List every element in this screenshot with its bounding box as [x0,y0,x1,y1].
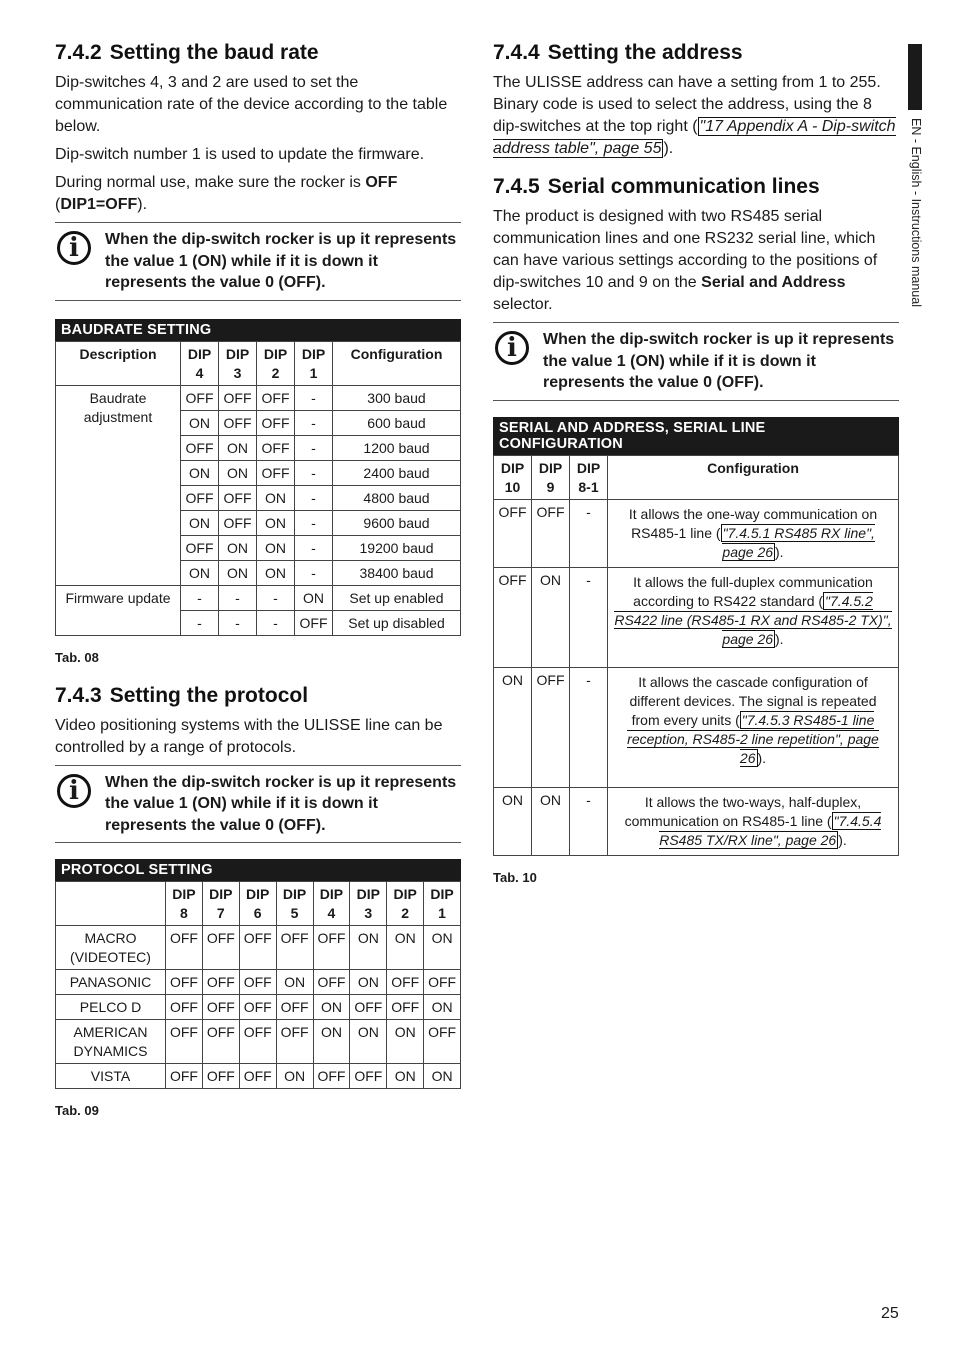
table-cell: OFF [350,1064,387,1089]
table-cell: ON [494,667,532,787]
table-cell: OFF [181,535,219,560]
section-number: 7.4.2 [55,41,102,64]
note-text: When the dip-switch rocker is up it represents the value 1 (ON) while if it is down it represents the value 0 (OFF). [105,231,457,291]
column-header: DIP 4 [313,882,350,926]
table-cell: - [570,499,608,567]
table-cell: 9600 baud [333,510,461,535]
configuration-cell: It allows the one-way communication on RS485-1 line ( "7.4.5.1 RS485 RX line", page 26 ). [608,499,899,567]
table-cell: OFF [494,499,532,567]
table-cell: ON [257,535,295,560]
section-title: Serial communication lines [547,175,820,198]
table-cell: - [570,667,608,787]
row-group-label: Firmware update [56,585,181,635]
serial-table-block [493,417,899,885]
row-group-label: Baudrate adjustment [56,385,181,585]
table-cell: - [295,485,333,510]
table-cell: ON [313,1020,350,1064]
table-cell: OFF [219,385,257,410]
table-cell: - [295,560,333,585]
table-cell: - [570,567,608,667]
table-cell: OFF [181,435,219,460]
paragraph: The product is designed with two RS485 serial communication lines and one RS232 serial line, which can have various settings according to the positions of dip-switches 10 and 9 on the Serial and Address selector. [493,208,878,313]
table-row [494,787,899,855]
table-cell: OFF [532,667,570,787]
column-header: DIP 3 [350,882,387,926]
protocol-name: MACRO (VIDEOTEC) [56,926,166,970]
column-header: DIP 3 [219,341,257,385]
paragraph: Dip-switches 4, 3 and 2 are used to set the communication rate of the device according to the table below. [55,74,448,135]
table-cell: OFF [239,1020,276,1064]
table-cell: 38400 baud [333,560,461,585]
table-title: SERIAL AND ADDRESS, SERIAL LINE CONFIGURATION [493,417,899,455]
table-cell: - [295,510,333,535]
table-cell: OFF [387,995,424,1020]
table-cell: ON [350,970,387,995]
table-cell: OFF [166,1020,203,1064]
table-header-row [56,882,461,926]
table-cell: - [570,787,608,855]
table-cell: OFF [239,1064,276,1089]
note-text: When the dip-switch rocker is up it represents the value 1 (ON) while if it is down it represents the value 0 (OFF). [543,331,895,391]
table-cell: ON [532,787,570,855]
protocol-name: VISTA [56,1064,166,1089]
table-row [56,1020,461,1064]
cross-reference-link[interactable]: "7.4.5.4 RS485 TX/RX line", page 26 [659,812,882,848]
table-cell: OFF [166,1064,203,1089]
right-column [493,40,899,885]
table-cell: Set up enabled [333,585,461,610]
table-cell: ON [257,485,295,510]
side-tab-bar [908,44,922,110]
table-cell: OFF [219,510,257,535]
table-caption: Tab. 10 [493,869,537,885]
table-cell: 19200 baud [333,535,461,560]
table-row [56,995,461,1020]
column-header: DIP 8 [166,882,203,926]
table-row [494,567,899,667]
table-cell: OFF [181,485,219,510]
table-cell: OFF [424,970,461,995]
column-header: DIP 5 [276,882,313,926]
table-cell: ON [219,435,257,460]
configuration-cell: It allows the full-duplex communication according to RS422 standard ( "7.4.5.2 RS422 line (RS485-1 RX and RS485-2 TX)", page 26 ). [608,567,899,667]
cross-reference-link[interactable]: "7.4.5.3 RS485-1 line reception, RS485-2 line repetition", page 26 [627,711,879,766]
side-tab-label: EN - English - Instructions manual [909,118,923,307]
table-cell: OFF [257,410,295,435]
table-cell: ON [424,1064,461,1089]
table-cell: OFF [166,995,203,1020]
heading-protocol [55,683,461,709]
note-text: When the dip-switch rocker is up it represents the value 1 (ON) while if it is down it represents the value 0 (OFF). [105,773,457,834]
section-title: Setting the address [547,41,743,64]
table-row [494,499,899,567]
table-cell: ON [387,926,424,970]
protocol-name: PANASONIC [56,970,166,995]
table-cell: 4800 baud [333,485,461,510]
table-cell: OFF [181,385,219,410]
table-cell: OFF [219,410,257,435]
table-cell: OFF [202,926,239,970]
section-title: Setting the protocol [109,683,309,707]
table-cell: OFF [387,970,424,995]
protocol-table-body [56,926,461,1089]
table-row [494,667,899,787]
table-cell: ON [387,1064,424,1089]
table-header-row [494,455,899,499]
table-cell: OFF [202,995,239,1020]
table-cell: ON [350,926,387,970]
table-cell: OFF [350,995,387,1020]
table-cell: 300 baud [333,385,461,410]
table-cell: ON [219,560,257,585]
table-cell: ON [313,995,350,1020]
table-cell: OFF [313,970,350,995]
table-cell: ON [181,410,219,435]
table-title: PROTOCOL SETTING [55,859,461,881]
table-cell: OFF [313,1064,350,1089]
heading-serial-lines [493,174,899,200]
table-cell: - [257,585,295,610]
column-header: DIP 1 [295,341,333,385]
table-cell: - [219,610,257,635]
table-cell: ON [424,995,461,1020]
baudrate-table-block [55,319,461,665]
table-row [56,926,461,970]
table-cell: - [257,610,295,635]
column-header: Description [56,341,181,385]
table-cell: OFF [257,385,295,410]
table-cell: OFF [202,1064,239,1089]
table-cell: ON [219,460,257,485]
column-header: DIP 4 [181,341,219,385]
table-row [56,970,461,995]
cross-reference-link[interactable]: "17 Appendix A - Dip-switch address table", page 55 [493,118,896,157]
table-caption: Tab. 09 [55,1103,99,1118]
paragraph: Dip-switch number 1 is used to update the firmware. [55,146,425,163]
table-cell: OFF [166,970,203,995]
info-note [493,322,899,401]
table-cell: ON [276,1064,313,1089]
table-cell: ON [257,560,295,585]
table-cell: 600 baud [333,410,461,435]
table-cell: ON [350,1020,387,1064]
table-cell: ON [494,787,532,855]
table-cell: - [295,460,333,485]
info-icon: i [57,774,91,808]
column-header: DIP 1 [424,882,461,926]
table-cell: OFF [257,460,295,485]
table-cell: ON [276,970,313,995]
table-cell: OFF [239,926,276,970]
table-row [56,385,461,410]
column-header: DIP 6 [239,882,276,926]
table-cell: OFF [276,1020,313,1064]
table-cell: 2400 baud [333,460,461,485]
table-cell: OFF [313,926,350,970]
info-icon: i [57,231,91,265]
table-cell: OFF [166,926,203,970]
table-cell: OFF [202,970,239,995]
table-cell: ON [424,926,461,970]
table-cell: OFF [202,1020,239,1064]
table-cell: ON [181,560,219,585]
column-header: DIP 2 [387,882,424,926]
table-cell: ON [387,1020,424,1064]
table-cell: ON [532,567,570,667]
column-header: DIP 8-1 [570,455,608,499]
table-cell: ON [295,585,333,610]
heading-address [493,40,899,66]
column-header: DIP 9 [532,455,570,499]
serial-table-body [494,499,899,855]
column-header [56,882,166,926]
table-cell: OFF [239,995,276,1020]
info-note [55,765,461,844]
column-header: DIP 7 [202,882,239,926]
column-header: DIP 10 [494,455,532,499]
table-cell: Set up disabled [333,610,461,635]
table-title: BAUDRATE SETTING [55,319,461,341]
section-number: 7.4.4 [493,41,540,64]
table-cell: OFF [276,995,313,1020]
table-cell: - [295,410,333,435]
paragraph: During normal use, make sure the rocker is OFF (DIP1=OFF). [55,174,398,213]
column-header: Configuration [333,341,461,385]
info-icon: i [495,331,529,365]
column-header: Configuration [608,455,899,499]
table-cell: - [295,535,333,560]
table-cell: - [181,610,219,635]
cross-reference-link[interactable]: "7.4.5.2 RS422 line (RS485-1 RX and RS485-2 TX)", page 26 [614,592,892,647]
baudrate-table [55,341,461,636]
configuration-cell: It allows the two-ways, half-duplex, communication on RS485-1 line ( "7.4.5.4 RS485 TX/RX line", page 26 ). [608,787,899,855]
table-cell: OFF [276,926,313,970]
paragraph: Video positioning systems with the ULISSE line can be controlled by a range of protocols. [55,716,443,756]
protocol-name: AMERICAN DYNAMICS [56,1020,166,1064]
protocol-table-block [55,859,461,1118]
paragraph: The ULISSE address can have a setting from 1 to 255. Binary code is used to select the address, using the 8 dip-switches at the top right ( "17 Appendix A - Dip-switch address table", page 55 ). [493,74,896,157]
table-row [56,585,461,610]
table-cell: ON [257,510,295,535]
section-title: Setting the baud rate [109,41,319,64]
table-cell: ON [181,510,219,535]
page-number: 25 [881,1305,899,1322]
table-caption: Tab. 08 [55,649,99,665]
table-cell: - [295,385,333,410]
table-cell: - [295,435,333,460]
table-cell: 1200 baud [333,435,461,460]
protocol-name: PELCO D [56,995,166,1020]
table-cell: OFF [494,567,532,667]
serial-table [493,455,899,856]
left-column [55,40,461,1118]
table-cell: OFF [239,970,276,995]
info-note [55,222,461,301]
table-header-row [56,341,461,385]
cross-reference-link[interactable]: "7.4.5.1 RS485 RX line", page 26 [722,524,875,560]
table-cell: - [219,585,257,610]
table-cell: OFF [424,1020,461,1064]
table-cell: - [181,585,219,610]
column-header: DIP 2 [257,341,295,385]
table-cell: OFF [257,435,295,460]
section-number: 7.4.3 [55,683,102,707]
table-cell: OFF [219,485,257,510]
table-cell: ON [219,535,257,560]
table-cell: OFF [295,610,333,635]
protocol-table [55,881,461,1089]
configuration-cell: It allows the cascade configuration of different devices. The signal is repeated from every units ( "7.4.5.3 RS485-1 line reception, RS485-2 line repetition", page 26 ). [608,667,899,787]
table-row [56,1064,461,1089]
table-cell: OFF [532,499,570,567]
heading-baud-rate [55,40,461,66]
section-number: 7.4.5 [493,175,540,198]
table-cell: ON [181,460,219,485]
baudrate-table-body [56,385,461,635]
